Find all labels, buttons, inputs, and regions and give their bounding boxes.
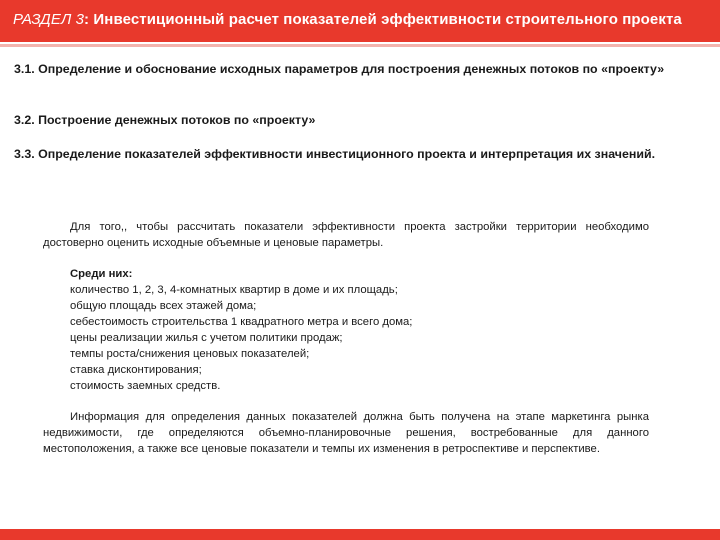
info-paragraph: Информация для определения данных показателей должна быть получена на этапе маркетинга рынка недвижимости, где определяются объемно-планировочные решения, востребованные для данного местоположения, а также все ценовые показатели и темпы их изменения в ретроспективе и перспективе. bbox=[43, 411, 649, 455]
list-item: темпы роста/снижения ценовых показателей; bbox=[70, 348, 310, 360]
list-item: стоимость заемных средств. bbox=[70, 380, 221, 392]
section-heading-3-3: 3.3. Определение показателей эффективности инвестиционного проекта и интерпретация их значений. bbox=[14, 147, 656, 161]
footer-band bbox=[0, 529, 720, 540]
slide-header bbox=[0, 0, 720, 42]
list-title: Среди них: bbox=[70, 268, 133, 280]
header-divider bbox=[0, 44, 720, 47]
slide-title: : Инвестиционный расчет показателей эффективности строительного проекта bbox=[84, 11, 682, 28]
list-item: ставка дисконтирования; bbox=[70, 364, 202, 376]
list-item: общую площадь всех этажей дома; bbox=[70, 300, 257, 312]
list-item: количество 1, 2, 3, 4-комнатных квартир в доме и их площадь; bbox=[70, 284, 398, 296]
parameters-list bbox=[70, 266, 630, 394]
list-item: цены реализации жилья с учетом политики продаж; bbox=[70, 332, 343, 344]
list-item: себестоимость строительства 1 квадратного метра и всего дома; bbox=[70, 316, 413, 328]
section-label: РАЗДЕЛ 3 bbox=[13, 11, 85, 28]
section-heading-3-1: 3.1. Определение и обоснование исходных параметров для построения денежных потоков по «проекту» bbox=[14, 62, 665, 76]
intro-paragraph: Для того,, чтобы рассчитать показатели эффективности проекта застройки территории необходимо достоверно оценить исходные объемные и ценовые параметры. bbox=[43, 221, 649, 249]
section-heading-3-2: 3.2. Построение денежных потоков по «проекту» bbox=[14, 113, 316, 127]
